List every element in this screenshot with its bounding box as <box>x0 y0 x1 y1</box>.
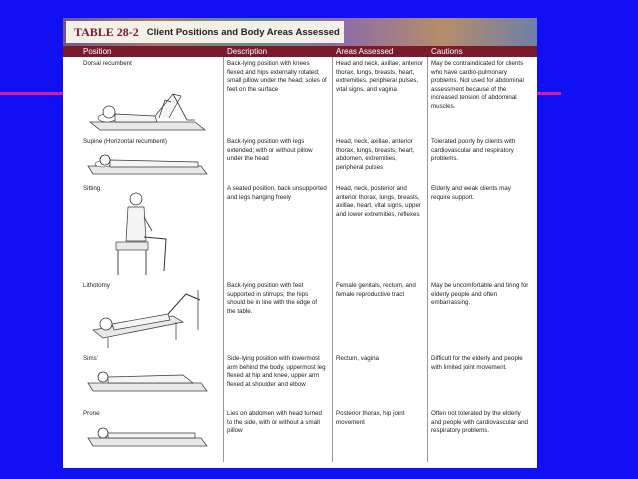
header-position: Position <box>83 47 112 56</box>
sitting-illustration <box>108 187 178 277</box>
column-divider <box>427 57 428 462</box>
description-text: A seated position, back unsupported and legs hanging freely <box>227 185 327 201</box>
table-slide <box>63 18 537 468</box>
header-description: Description <box>227 47 268 56</box>
table-number: TABLE 28-2 <box>74 24 139 39</box>
areas-text: Head and neck, axillae, anterior thorax, lungs, breasts, heart, extremities, peripheral pulses, vital signs, and vagina <box>336 60 424 93</box>
areas-text: Head, neck, axillae, anterior thorax, lungs, breasts, heart, abdomen, extremities, peripheral pulses <box>336 138 415 171</box>
column-divider <box>223 57 224 462</box>
cautions-text: May be contraindicated for clients who have cardio-pulmonary problems. Not used for abdominal assessment because of the increased tension of abdominal muscles. <box>431 60 524 110</box>
supine-illustration <box>83 152 213 182</box>
table-header <box>63 46 537 57</box>
description-text: Back-lying position with legs extended; with or without pillow under the head <box>227 138 313 163</box>
cautions-text: May be uncomfortable and tiring for elderly people and often embarrassing. <box>431 282 529 307</box>
dorsal-recumbent-illustration <box>85 82 215 137</box>
description-text: Back-lying position with feet supported in stirrups; the hips should be in line with the edge of the table. <box>227 282 318 315</box>
header-areas: Areas Assessed <box>336 47 394 56</box>
description-text: Side-lying position with lowermost arm behind the body, uppermost leg flexed at hip and knee, upper arm flexed at shoulder and elbow <box>227 355 326 388</box>
cautions-text: Difficult for the elderly and people with limited joint movement. <box>431 355 523 371</box>
cautions-text: Often not tolerated by the elderly and people with cardiovascular and respiratory problems. <box>431 410 528 435</box>
sims-illustration <box>83 367 213 399</box>
position-label: Sitting <box>83 185 101 192</box>
areas-text: Female genitals, rectum, and female reproductive tract <box>336 282 416 298</box>
cautions-text: Tolerated poorly by clients with cardiovascular and respiratory problems. <box>431 138 516 163</box>
position-label: Supine (Horizontal recumbent) <box>83 138 167 145</box>
column-divider <box>332 57 333 462</box>
position-label: Dorsal recumbent <box>83 60 132 67</box>
areas-text: Head, neck, posterior and anterior thorax, lungs, breasts, axillae, heart, vital signs, upper and lower extremities, reflexes <box>336 185 421 218</box>
lithotomy-illustration <box>88 280 218 350</box>
position-label: Prone <box>83 410 100 417</box>
cautions-text: Elderly and weak clients may require support. <box>431 185 511 201</box>
title-band <box>66 21 344 43</box>
areas-text: Rectum, vagina <box>336 355 379 362</box>
decorative-line-right <box>537 92 561 95</box>
prone-illustration <box>83 424 213 454</box>
position-label: Sims' <box>83 355 98 362</box>
description-text: Lies on abdomen with head turned to the side, with or without a small pillow <box>227 410 322 435</box>
table-title-bar <box>63 18 537 46</box>
position-label: Lithotomy <box>83 282 110 289</box>
decorative-line-left <box>0 92 63 95</box>
areas-text: Posterior thorax, hip joint movement <box>336 410 405 426</box>
description-text: Back-lying position with knees flexed and hips externally rotated; small pillow under the head; soles of feet on the surface <box>227 60 327 93</box>
header-cautions: Cautions <box>431 47 463 56</box>
table-title: Client Positions and Body Areas Assessed <box>146 26 340 38</box>
